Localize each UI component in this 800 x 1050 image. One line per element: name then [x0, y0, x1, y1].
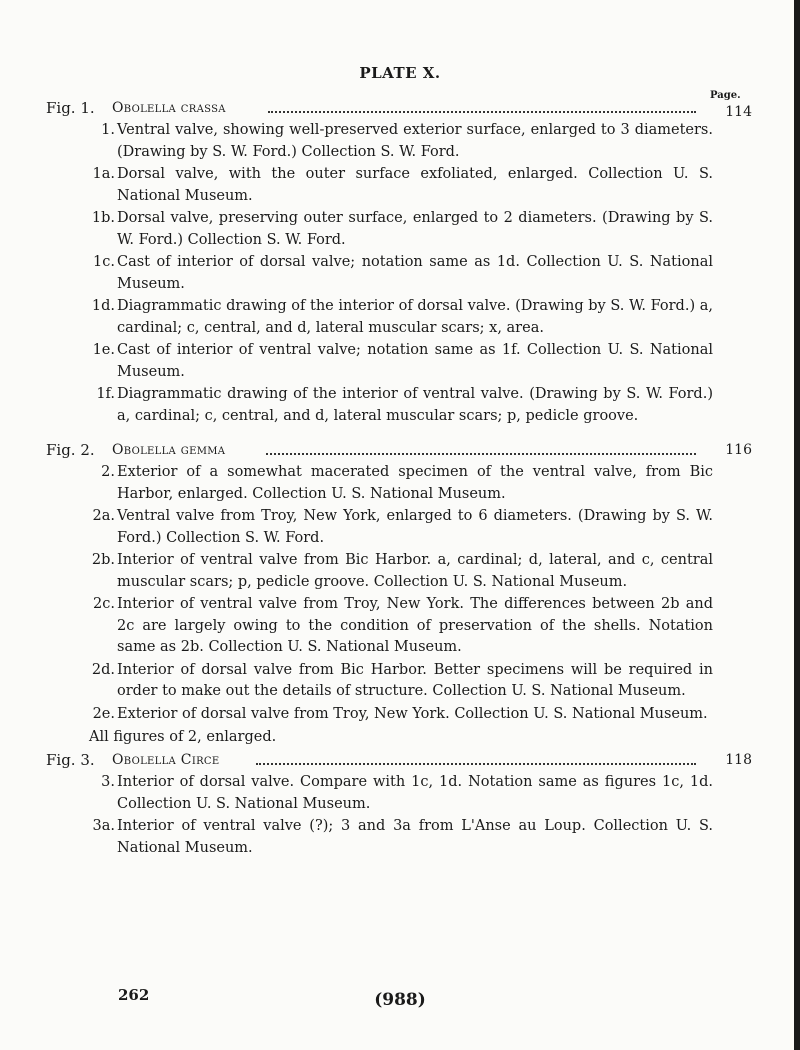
entry-text: Interior of ventral valve (?); 3 and 3a from L'Anse au Loup. Collection U. S. National Museum.: [117, 818, 713, 856]
figure-label: Fig. 1.: [46, 99, 95, 117]
figure-label: Fig. 3.: [46, 751, 95, 769]
entry-code: 1e.: [92, 342, 115, 358]
dot-leader: [268, 111, 696, 113]
figure-heading-3: [46, 748, 752, 772]
entry-code: 3a.: [92, 818, 115, 834]
entry-text: Interior of ventral valve from Bic Harbor. a, cardinal; d, lateral, and c, central muscular scars; p, pedicle groove. Collection U. S. National Museum.: [117, 552, 713, 590]
page-number: 262: [118, 986, 150, 1004]
figure-entry: [92, 704, 713, 726]
entry-text: Diagrammatic drawing of the interior of dorsal valve. (Drawing by S. W. Ford.) a, cardinal; c, central, and d, lateral muscular scars; x, area.: [117, 298, 713, 336]
species-name: Obolella Circe: [112, 752, 220, 768]
figure-entry: [93, 252, 713, 295]
entry-code: 2e.: [92, 705, 115, 722]
figure-entry: [96, 384, 713, 427]
figure-entry: [101, 120, 713, 163]
sequence-number: (988): [374, 990, 426, 1010]
page-reference: 116: [725, 442, 752, 458]
entry-code: 1.: [101, 122, 115, 138]
species-name: Obolella crassa: [112, 100, 226, 116]
figure-entry: [92, 340, 713, 383]
entry-text: Ventral valve, showing well-preserved exterior surface, enlarged to 3 diameters. (Drawing by S. W. Ford.) Collection S. W. Ford.: [117, 122, 713, 160]
entry-code: 2b.: [91, 552, 115, 568]
figure-entry: [91, 660, 713, 703]
entry-text: Diagrammatic drawing of the interior of ventral valve. (Drawing by S. W. Ford.) a, cardinal; c, central, and d, lateral muscular scars; p, pedicle groove.: [117, 386, 713, 424]
figure-entry: [91, 296, 713, 339]
figure-list: [46, 96, 752, 860]
page-reference: 118: [725, 752, 752, 768]
figure-entry: [101, 462, 713, 505]
dot-leader: [256, 763, 696, 765]
entry-text: Exterior of dorsal valve from Troy, New York. Collection U. S. National Museum.: [117, 705, 708, 722]
scan-edge: [794, 0, 800, 1050]
page-reference: 114: [725, 104, 752, 120]
entry-text: Dorsal valve, preserving outer surface, enlarged to 2 diameters. (Drawing by S. W. Ford.) Collection S. W. Ford.: [117, 210, 713, 248]
entry-text: Cast of interior of ventral valve; notation same as 1f. Collection U. S. National Museum.: [117, 342, 713, 380]
figure-entry: [93, 594, 713, 659]
entry-code: 3.: [101, 774, 115, 790]
plate-title: PLATE X.: [359, 64, 441, 82]
entry-text: Exterior of a somewhat macerated specimen of the ventral valve, from Bic Harbor, enlarged. Collection U. S. National Museum.: [117, 464, 713, 502]
entry-code: 1b.: [91, 210, 115, 226]
entry-code: 2c.: [93, 596, 115, 612]
entry-text: Interior of dorsal valve. Compare with 1c, 1d. Notation same as figures 1c, 1d. Collection U. S. National Museum.: [117, 774, 713, 812]
figure-heading-2: [46, 438, 752, 462]
entry-text: Interior of dorsal valve from Bic Harbor. Better specimens will be required in order to make out the details of structure. Collection U. S. National Museum.: [117, 661, 713, 699]
figure-entry: [92, 164, 713, 207]
entry-text: Interior of ventral valve from Troy, New York. The differences between 2b and 2c are largely owing to the condition of preservation of the shells. Notation same as 2b. Collection U. S. National Museum.: [117, 596, 713, 655]
figure-entry: [92, 816, 713, 859]
entry-code: 2.: [101, 464, 115, 480]
entry-code: 1c.: [93, 254, 115, 270]
entry-code: 1f.: [96, 386, 115, 402]
figure-label: Fig. 2.: [46, 441, 95, 459]
entry-code: 1a.: [92, 166, 115, 182]
entry-code: 1d.: [91, 298, 115, 314]
figure-entry: [101, 772, 713, 815]
dot-leader: [266, 453, 696, 455]
figure-note: All figures of 2, enlarged.: [89, 729, 277, 745]
species-name: Obolella gemma: [112, 442, 226, 458]
figure-entry: [91, 208, 713, 251]
figure-entry: [92, 506, 713, 549]
entry-code: 2d.: [91, 661, 115, 678]
page-column-heading: Page.: [710, 90, 741, 101]
figure-heading-1: [46, 96, 752, 120]
entry-code: 2a.: [92, 508, 115, 524]
entry-text: Dorsal valve, with the outer surface exfoliated, enlarged. Collection U. S. National Museum.: [117, 166, 713, 204]
entry-text: Ventral valve from Troy, New York, enlarged to 6 diameters. (Drawing by S. W. Ford.) Collection S. W. Ford.: [117, 508, 713, 546]
entry-text: Cast of interior of dorsal valve; notation same as 1d. Collection U. S. National Museum.: [117, 254, 713, 292]
figure-entry: [91, 550, 713, 593]
